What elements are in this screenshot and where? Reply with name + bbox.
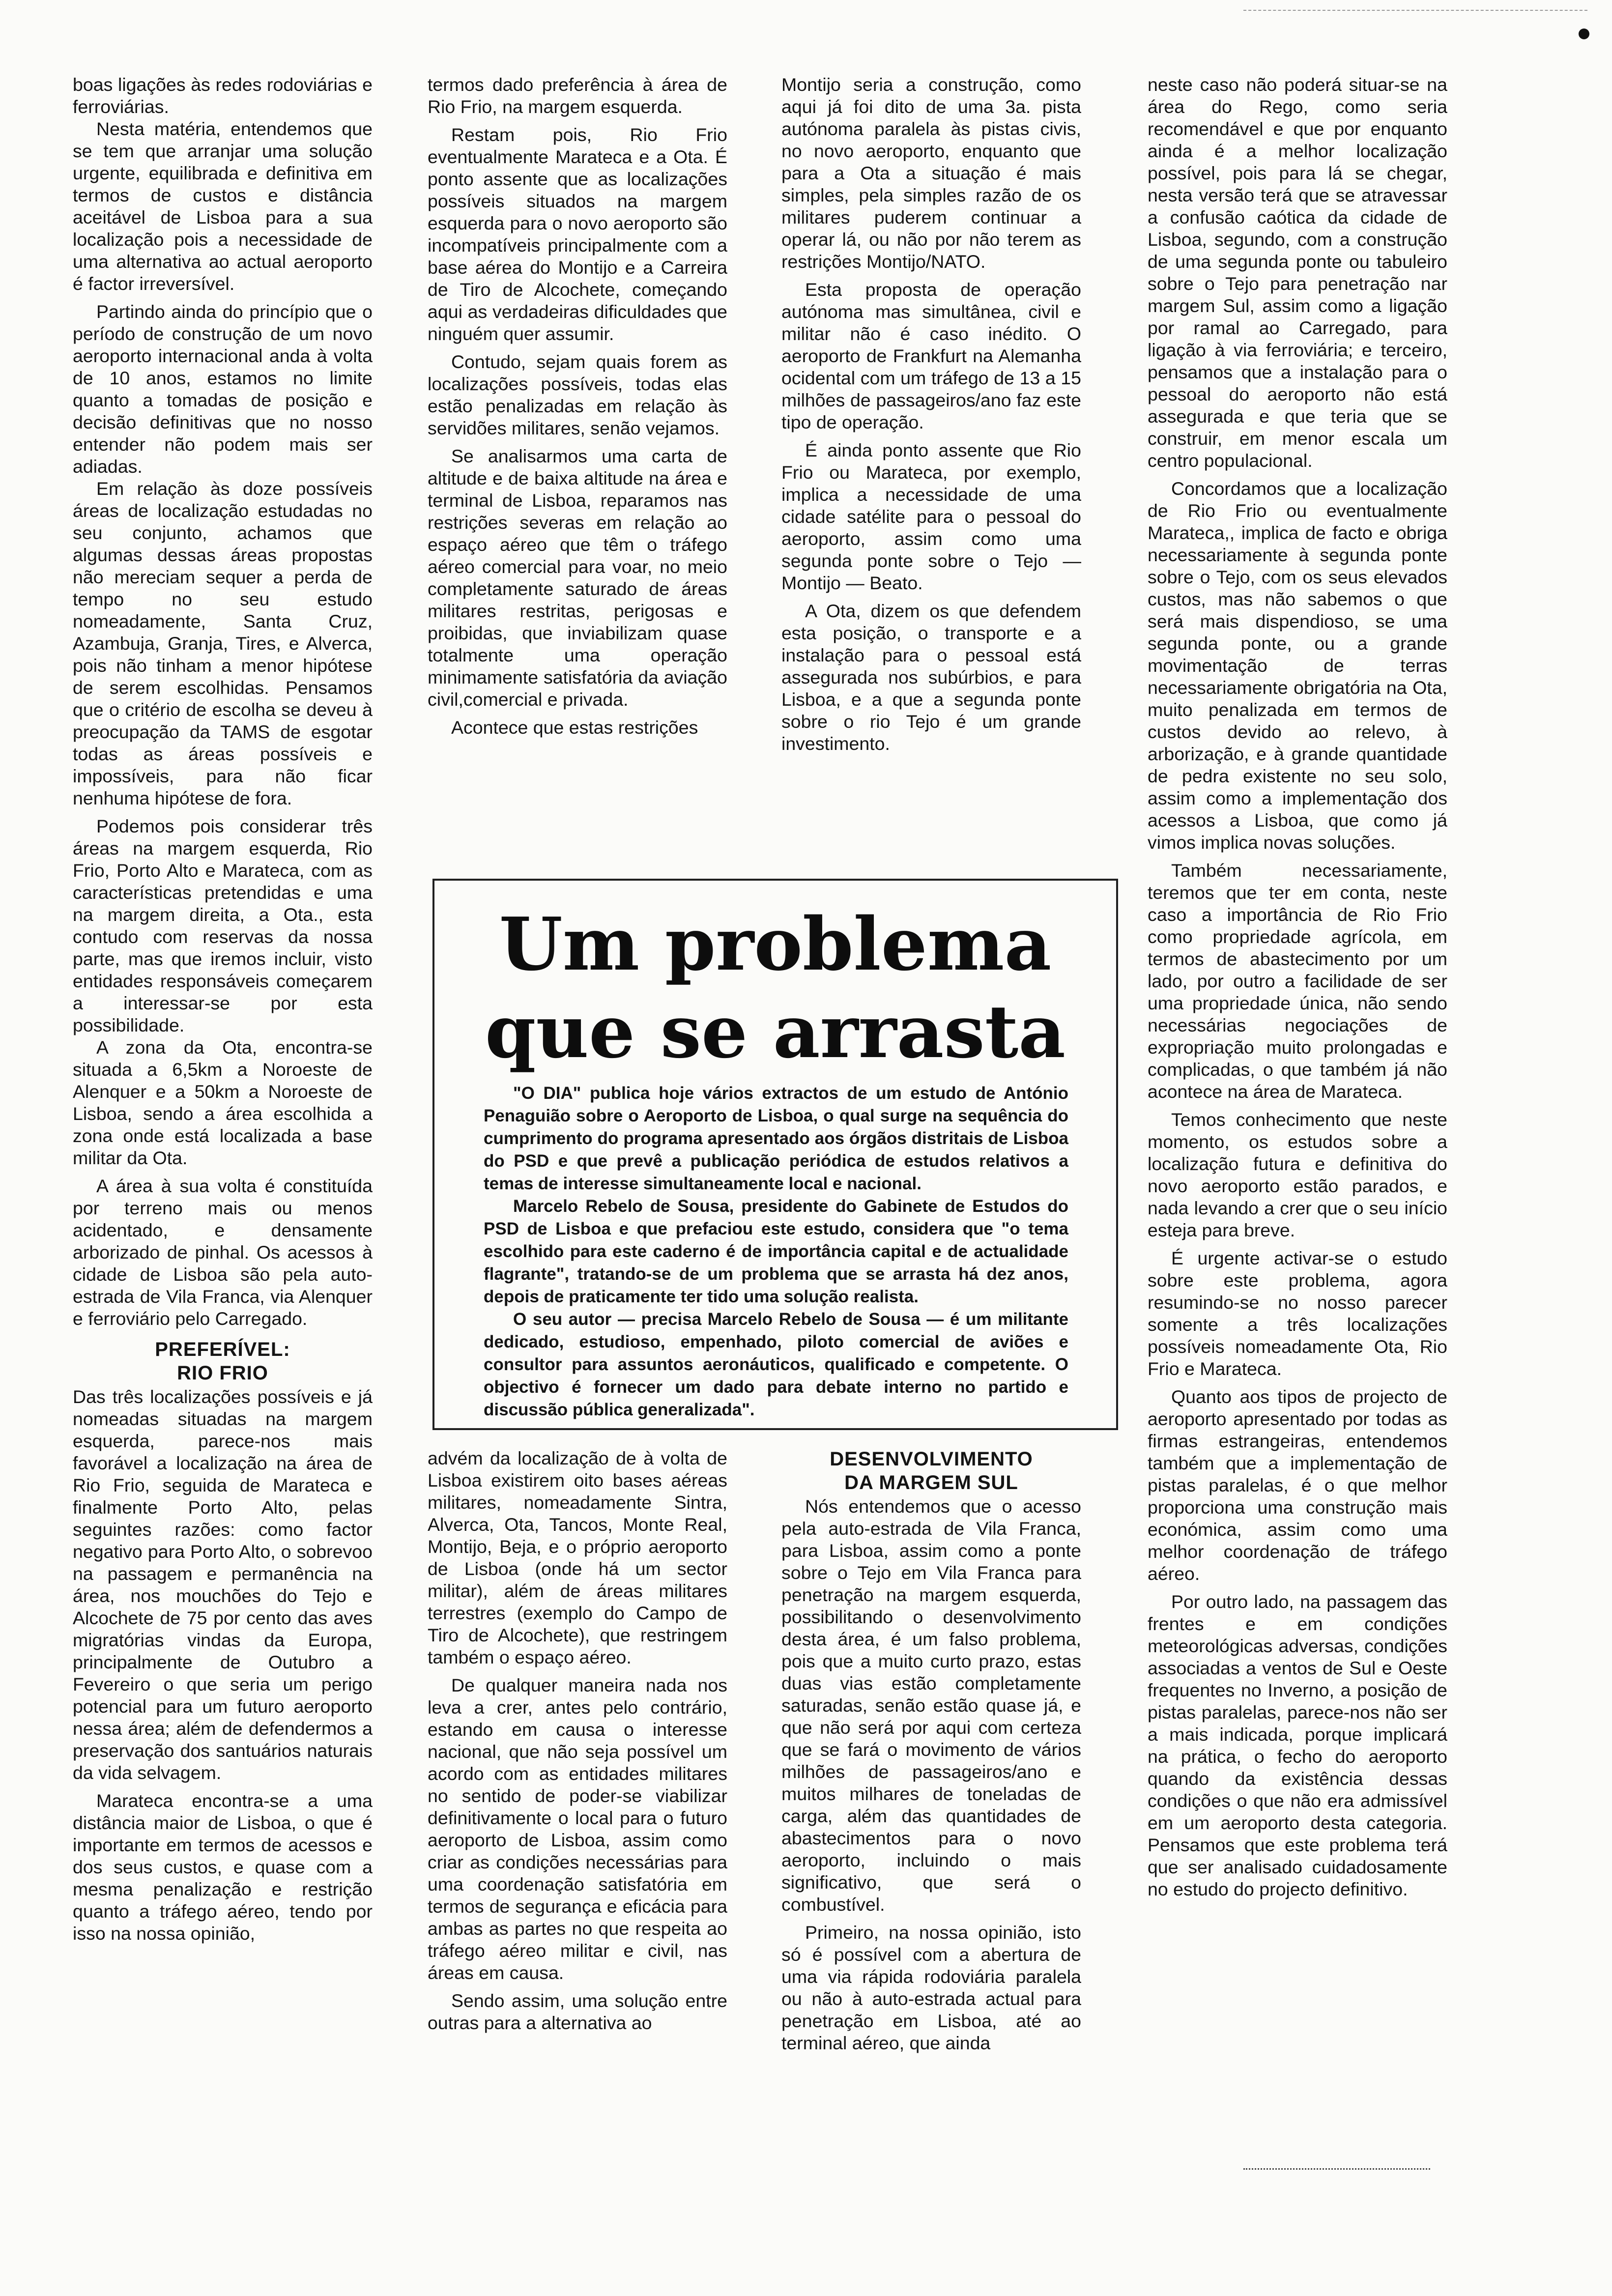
paragraph: Se analisarmos uma carta de altitude e de baixa altitude na área e terminal de Lisboa, reparamos nas restrições severas em relação ao espaço aéreo que têm o tráfego aéreo comercial para voar, no meio completamente saturado de áreas militares restritas, perigosas e proibidas, que inviabilizam quase totalmente uma operação minimamente satisfatória da aviação civil,comercial e privada. — [428, 446, 727, 710]
paragraph: Esta proposta de operação autónoma mas simultânea, civil e militar não é caso inédito. O aeroporto de Frankfurt na Alemanha ocidental com um tráfego de 13 a 15 milhões de passageiros/ano faz este tipo de operação. — [781, 279, 1081, 432]
intro-text — [484, 1082, 1068, 1421]
paragraph: Partindo ainda do princípio que o período de construção de um novo aeroporto internacional anda à volta de 10 anos, estamos no limite quanto a tomadas de posição e decisão definitivas que no nosso entender não podem mais ser adiadas. — [73, 301, 373, 477]
paragraph: Marateca encontra-se a uma distância maior de Lisboa, o que é importante em termos de acessos e dos seus custos, e quase com a mesma penalização e restrição quanto a tráfego aéreo, tendo por isso na nossa opinião, — [73, 1790, 373, 1944]
subheading — [73, 1338, 373, 1385]
article-column-5 — [428, 1447, 727, 2148]
article-column-2 — [428, 74, 727, 860]
subheading-line-2: DA MARGEM SUL — [844, 1472, 1018, 1493]
paragraph: De qualquer maneira nada nos leva a crer, antes pelo contrário, estando em causa o interesse nacional, que não seja possível um acordo com as entidades militares no sentido de poder-se viabilizar definitivamente o local para o futuro aeroporto de Lisboa, assim como criar as condições necessárias para uma coordenação satisfatória em termos de segurança e eficácia para ambas as partes no que respeita ao tráfego aéreo militar e civil, nas áreas em causa. — [428, 1675, 727, 1983]
paragraph: Nesta matéria, entendemos que se tem que arranjar uma solução urgente, equilibrada e definitiva em termos de custos e distância aceitável de Lisboa para a sua localização pois a necessidade de uma alternativa ao actual aeroporto é factor irreversível. — [73, 118, 373, 294]
headline — [434, 900, 1116, 1075]
paragraph: Por outro lado, na passagem das frentes e em condições meteorológicas adversas, condições associadas a ventos de Sul e Oeste frequentes no Inverno, a posição de pistas paralelas, parece-nos não ser a mais indicada, porque implicará na prática, o fecho do aeroporto quando da existência dessas condições o que não era admissível em um aeroporto desta categoria. Pensamos que este problema terá que ser analisado cuidadosamente no estudo do projecto definitivo. — [1148, 1591, 1447, 1899]
paragraph: Montijo seria a construção, como aqui já foi dito de uma 3a. pista autónoma paralela às pistas civis, no novo aeroporto, enquanto que para a Ota a situação é mais simples, pela simples razão de os militares puderem continuar a operar lá, ou não por não terem as restrições Montijo/NATO. — [781, 74, 1081, 272]
paragraph: neste caso não poderá situar-se na área do Rego, como seria recomendável e que por enquanto ainda é a melhor localização possível, pois para lá se chegar, nesta versão terá que se atravessar a confusão caótica da cidade de Lisboa, segundo, com a construção de uma segunda ponte ou tabuleiro sobre o Tejo para penetração nar margem Sul, assim como a ligação por ramal ao Carregado, para ligação à via ferroviária; e terceiro, pensamos que a instalação para o pessoal do aeroporto não está assegurada e que teria que se construir, em menor escala um centro populacional. — [1148, 74, 1447, 471]
paragraph: A zona da Ota, encontra-se situada a 6,5km a Noroeste de Alenquer e a 50km a Noroeste de Lisboa, sendo a área escolhida a zona onde está localizada a base militar da Ota. — [73, 1037, 373, 1168]
intro-paragraph: "O DIA" publica hoje vários extractos de um estudo de António Penaguião sobre o Aeroporto de Lisboa, o qual surge na sequência do cumprimento do programa apresentado aos órgãos distritais de Lisboa do PSD e que prevê a publicação periódica de estudos relativos a temas de interesse simultaneamente local e nacional. — [484, 1084, 1068, 1193]
intro-paragraph: Marcelo Rebelo de Sousa, presidente do Gabinete de Estudos do PSD de Lisboa e que prefaciou este estudo, considera que "o tema escolhido para este caderno é de importância capital e de actualidade flagrante", tratando-se de um problema que se arrasta há dez anos, depois de praticamente ter tido uma solução realista. — [484, 1197, 1068, 1306]
paragraph: Temos conhecimento que neste momento, os estudos sobre a localização futura e definitiva do novo aeroporto estão parados, e nada levando a crer que o seu início esteja para breve. — [1148, 1109, 1447, 1240]
paragraph: Também necessariamente, teremos que ter em conta, neste caso a importância de Rio Frio como propriedade agrícola, em termos de abastecimento por um lado, por outro a facilidade de ser uma propriedade única, não sendo necessárias negociações de expropriação muito prolongadas e complicadas, o que também já não acontece na área de Marateca. — [1148, 860, 1447, 1102]
paragraph: Contudo, sejam quais forem as localizações possíveis, todas elas estão penalizadas em relação às servidões militares, senão vejamos. — [428, 351, 727, 438]
headline-box — [432, 879, 1118, 1430]
bullet-dot — [1579, 29, 1589, 39]
paragraph: advém da localização de à volta de Lisboa existirem oito bases aéreas militares, nomeadamente Sintra, Alverca, Ota, Tancos, Monte Real, Montijo, Beja, e o próprio aeroporto de Lisboa (onde há um sector militar), além de áreas militares terrestres (exemplo do Campo de Tiro de Alcochete), que restringem também o espaço aéreo. — [428, 1448, 727, 1667]
subheading — [781, 1447, 1081, 1494]
article-column-3 — [781, 74, 1081, 860]
paragraph: boas ligações às redes rodoviárias e ferroviárias. — [73, 74, 373, 117]
paragraph: A área à sua volta é constituída por terreno mais ou menos acidentado, e densamente arborizado de pinhal. Os acessos à cidade de Lisboa são pela auto-estrada de Vila Franca, via Alenquer e ferroviário pelo Carregado. — [73, 1176, 373, 1329]
subheading-line-1: DESENVOLVIMENTO — [830, 1448, 1033, 1470]
paragraph: Das três localizações possíveis e já nomeadas situadas na margem esquerda, parece-nos mais favorável a localização na área de Rio Frio, seguida de Marateca e finalmente Porto Alto, pelas seguintes razões: como factor negativo para Porto Alto, o sobrevoo na passagem e permanência na área, nos mouchões do Tejo e Alcochete de 75 por cento das aves migratórias vindas da Europa, principalmente de Outubro a Fevereiro o que seria um perigo potencial para um futuro aeroporto nessa área; além de defendermos a preservação dos santuários naturais da vida selvagem. — [73, 1386, 373, 1783]
paragraph: É ainda ponto assente que Rio Frio ou Marateca, por exemplo, implica a necessidade de uma cidade satélite para o pessoal do aeroporto, assim como uma segunda ponte sobre o Tejo — Montijo — Beato. — [781, 440, 1081, 593]
intro-paragraph: O seu autor — precisa Marcelo Rebelo de Sousa — é um militante dedicado, estudioso, empenhado, piloto comercial de aviões e consultor para assuntos aeronáuticos, qualificado e competente. O objectivo é fornecer um dado para debate interno no partido e discussão pública generalizada". — [484, 1310, 1068, 1419]
top-dashed-rule — [1243, 10, 1587, 11]
paragraph: Acontece que estas restrições — [451, 717, 698, 738]
paragraph: Concordamos que a localização de Rio Frio ou eventualmente Marateca,, implica de facto e obriga necessariamente à segunda ponte sobre o Tejo, com os seus elevados custos, mas não sabemos o que será mais dispendioso, se uma segunda ponte, ou a grande movimentação de terras necessariamente obrigatória na Ota, muito penalizada em termos de custos devido ao relevo, à arborização, e à grande quantidade de pedra existente no seu solo, assim como a implementação dos acessos a Lisboa, que como já vimos implica novas soluções. — [1148, 478, 1447, 853]
paragraph: termos dado preferência à área de Rio Frio, na margem esquerda. — [428, 74, 727, 117]
article-column-4 — [1148, 74, 1447, 2155]
subheading-line-1: PREFERÍVEL: — [155, 1339, 290, 1360]
paragraph: Em relação às doze possíveis áreas de localização estudadas no seu conjunto, achamos que algumas dessas áreas propostas não mereciam sequer a perda de tempo no seu estudo nomeadamente, Santa Cruz, Azambuja, Granja, Tires, e Alverca, pois não tinham a menor hipótese de serem escolhidas. Pensamos que o critério de escolha se deveu à preocupação da TAMS de esgotar todas as áreas possíveis e impossíveis, para não ficar nenhuma hipótese de fora. — [73, 478, 373, 808]
end-rule — [1243, 2168, 1430, 2170]
paragraph: Podemos pois considerar três áreas na margem esquerda, Rio Frio, Porto Alto e Marateca, com as características pretendidas e uma na margem direita, a Ota., esta contudo com reservas da nossa parte, mas que iremos incluir, visto entidades responsáveis começarem a interessar-se por esta possibilidade. — [73, 816, 373, 1035]
paragraph: A Ota, dizem os que defendem esta posição, o transporte e a instalação para o pessoal está assegurada nos subúrbios, e para Lisboa, e a que a segunda ponte sobre o rio Tejo é um grande investimento. — [781, 601, 1081, 754]
subheading-line-2: RIO FRIO — [177, 1362, 268, 1384]
article-column-1 — [73, 74, 373, 2148]
paragraph: Nós entendemos que o acesso pela auto-estrada de Vila Franca, para Lisboa, assim como a ponte sobre o Tejo em Vila Franca para penetração na margem esquerda, possibilitando o desenvolvimento desta área, é um falso problema, pois que a muito curto prazo, estas duas vias estão completamente saturadas, senão estão quase já, e que não será por aqui com certeza que se fará o movimento de vários milhões de passageiros/ano e muitos milhares de toneladas de carga, além das quantidades de abastecimentos para o novo aeroporto, incluindo o mais significativo, que será o combustível. — [781, 1496, 1081, 1915]
article-column-6 — [781, 1447, 1081, 2148]
headline-line-1: Um problema — [499, 901, 1052, 987]
paragraph: Sendo assim, uma solução entre outras para a alternativa ao — [428, 1990, 727, 2033]
paragraph: É urgente activar-se o estudo sobre este problema, agora resumindo-se no nosso parecer somente a três localizações possíveis nomeadamente Ota, Rio Frio e Marateca. — [1148, 1248, 1447, 1379]
paragraph: Primeiro, na nossa opinião, isto só é possível com a abertura de uma via rápida rodoviária paralela ou não à auto-estrada actual para penetração em Lisboa, até ao terminal aéreo, que ainda — [781, 1922, 1081, 2053]
paragraph: Quanto aos tipos de projecto de aeroporto apresentado por todas as firmas estrangeiras, entendemos também que a implementação de pistas paralelas, é o que melhor proporciona uma construção mais económica, assim como uma melhor coordenação de tráfego aéreo. — [1148, 1386, 1447, 1584]
headline-line-2: que se arrasta — [485, 989, 1066, 1074]
paragraph: Restam pois, Rio Frio eventualmente Marateca e a Ota. É ponto assente que as localizações possíveis situados na margem esquerda para o novo aeroporto são incompatíveis principalmente com a base aérea do Montijo e a Carreira de Tiro de Alcochete, começando aqui as verdadeiras dificuldades que ninguém quer assumir. — [428, 124, 727, 344]
